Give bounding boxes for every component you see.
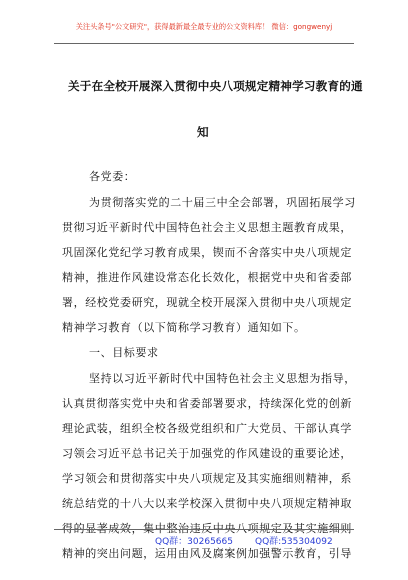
section-heading: 一、目标要求 (89, 346, 159, 359)
body-line: 统总结党的十八大以来学校深入贯彻中央八项规定精神取 (62, 497, 352, 510)
salutation: 各党委： (89, 170, 136, 183)
footer-qq-group-1: QQ群：30265665 (155, 537, 233, 547)
body-line: 习领会习近平总书记关于加强党的作风建设的重要论述， (62, 447, 352, 460)
header-promo-note: 关注头条号"公文研究"，获得最新最全最专业的公文资料库！ 微信：gongwenyj (75, 22, 333, 31)
body-line: 贯彻习近平新时代中国特色社会主义思想主题教育成果， (62, 221, 352, 234)
body-line: 精神学习教育（以下简称学习教育）通知如下。 (62, 321, 306, 334)
body-line: 署，经校党委研究，现就全校开展深入贯彻中央八项规定 (62, 296, 352, 309)
body-line: 坚持以习近平新时代中国特色社会主义思想为指导， (89, 372, 356, 385)
document-title-line-2: 知 (197, 125, 209, 139)
document-title-line-1: 关于在全校开展深入贯彻中央八项规定精神学习教育的通 (68, 79, 363, 93)
body-line: 精神的突出问题，运用由风及腐案例加强警示教育，引导 (62, 547, 352, 560)
body-line: 得的显著成效，集中整治违反中央八项规定及其实施细则 (62, 522, 352, 535)
footer-divider (54, 529, 354, 530)
header-divider (54, 43, 354, 44)
body-line: 为贯彻落实党的二十届三中全会部署，巩固拓展学习 (89, 196, 356, 209)
body-line: 学习领会和贯彻落实中央八项规定及其实施细则精神，系 (62, 472, 352, 485)
body-line: 精神，推进作风建设常态化长效化，根据党中央和省委部 (62, 271, 352, 284)
body-line: 认真贯彻落实党中央和省委部署要求，持续深化党的创新 (62, 397, 352, 410)
footer-qq-group-2: QQ群:535304092 (255, 537, 333, 547)
body-line: 理论武装，组织全校各级党组织和广大党员、干部认真学 (62, 422, 352, 435)
body-line: 巩固深化党纪学习教育成果，锲而不舍落实中央八项规定 (62, 246, 352, 259)
